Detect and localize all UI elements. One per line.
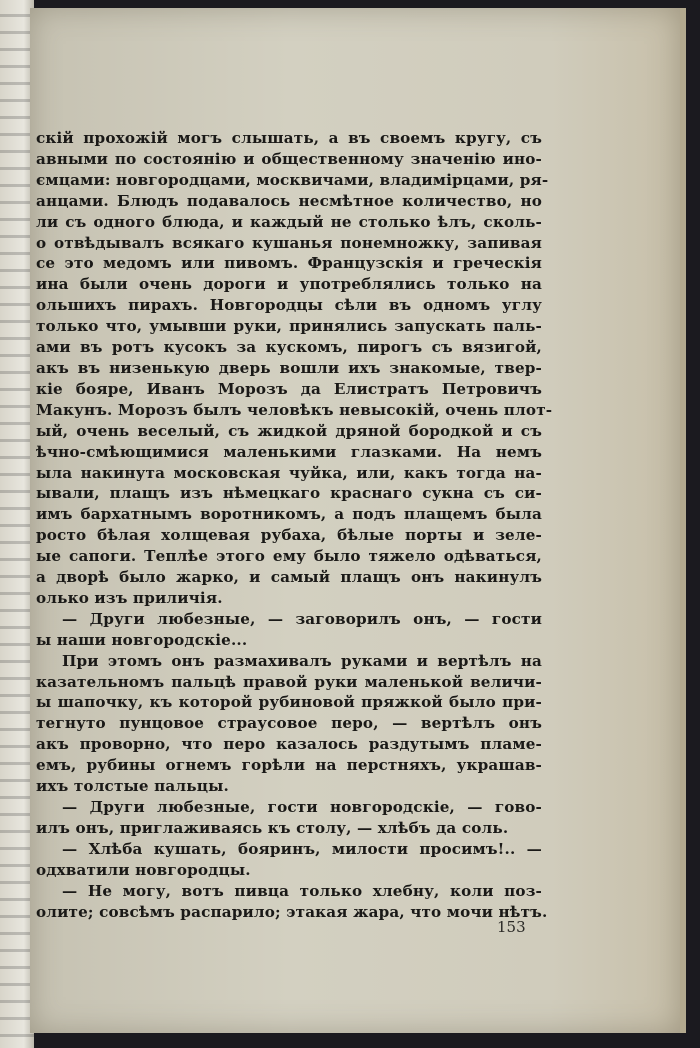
text-line: только что, умывши руки, принялись запускать паль- xyxy=(36,317,542,336)
text-line: Макунъ. Морозъ былъ человѣкъ невысокій, очень плот- xyxy=(36,400,553,419)
text-line: ѣчно-смѣющимися маленькими глазками. На немъ xyxy=(36,442,542,461)
facing-page-edge xyxy=(0,0,34,1048)
text-line: имъ бархатнымъ воротникомъ, а подъ плащемъ была xyxy=(36,505,542,524)
text-line: — Други любезные, — заговорилъ онъ, — гости xyxy=(62,609,542,628)
text-line: ыла накинута московская чуйка, или, какъ тогда на- xyxy=(36,463,542,482)
text-line: се это медомъ или пивомъ. Французскія и греческія xyxy=(36,254,542,273)
text-line: ы шапочку, къ которой рубиновой пряжкой было при- xyxy=(36,693,542,712)
text-line: ы наши новгородскіе... xyxy=(36,630,248,649)
text-line: олько изъ приличія. xyxy=(36,588,223,607)
text-line: анцами. Блюдъ подавалось несмѣтное количество, но xyxy=(36,191,542,210)
text-line: — Други любезные, гости новгородскіе, — гово- xyxy=(62,798,542,816)
text-line: ывали, плащъ изъ нѣмецкаго краснаго сукна съ си- xyxy=(36,484,542,503)
text-line: ихъ толстые пальцы. xyxy=(36,777,229,796)
text-line: ами въ ротъ кусокъ за кускомъ, пирогъ съ вязигой, xyxy=(36,338,542,357)
text-line: ый, очень веселый, съ жидкой дряной бородкой и съ xyxy=(36,421,542,440)
text-line: тегнуто пунцовое страусовое перо, — вертѣлъ онъ xyxy=(36,714,542,733)
text-line: акъ проворно, что перо казалось раздутымъ пламе- xyxy=(36,735,542,754)
text-line: акъ въ низенькую дверь вошли ихъ знакомые, твер- xyxy=(36,358,542,377)
text-line: олите; совсѣмъ распарило; этакая жара, что мочи нѣтъ. xyxy=(36,902,548,921)
text-line: емъ, рубины огнемъ горѣли на перстняхъ, украшав- xyxy=(36,756,542,775)
text-line: кіе бояре, Иванъ Морозъ да Елистратъ Петровичъ xyxy=(36,379,542,398)
page-body-text xyxy=(36,128,553,922)
text-line: ольшихъ пирахъ. Новгородцы сѣли въ одномъ углу xyxy=(36,296,542,315)
text-line: казательномъ пальцѣ правой руки маленькой величи- xyxy=(36,672,542,691)
text-line: о отвѣдывалъ всякаго кушанья понемножку, запивая xyxy=(36,233,542,252)
text-line: ємцами: новгородцами, москвичами, владимірцами, ря- xyxy=(36,170,549,189)
text-line: скій прохожій могъ слышать, а въ своемъ кругу, съ xyxy=(36,129,542,147)
text-line: одхватили новгородцы. xyxy=(36,860,251,879)
facing-page-text-shadow xyxy=(0,0,34,1048)
text-line: При этомъ онъ размахивалъ руками и вертѣлъ на xyxy=(62,651,542,670)
text-line: — Не могу, вотъ пивца только хлебну, коли поз- xyxy=(62,881,542,900)
text-line: а дворѣ было жарко, и самый плащъ онъ накинулъ xyxy=(36,568,542,587)
text-line: ростo бѣлая холщевая рубаха, бѣлые порты и зеле- xyxy=(36,526,542,545)
text-line: ли съ одного блюда, и каждый не столько ѣлъ, сколь- xyxy=(36,212,542,231)
text-line: ина были очень дороги и употреблялись только на xyxy=(36,275,542,294)
page-number: 153 xyxy=(497,918,526,936)
text-line: — Хлѣба кушать, бояринъ, милости просимъ!.. — xyxy=(62,839,542,858)
book-page xyxy=(30,8,686,1033)
text-line: ые сапоги. Теплѣе этого ему было тяжело одѣваться, xyxy=(36,547,542,566)
text-line: авными по состоянію и общественному значенію ино- xyxy=(36,149,542,168)
text-line: илъ онъ, приглаживаясь къ столу, — хлѣбъ да соль. xyxy=(36,818,509,837)
